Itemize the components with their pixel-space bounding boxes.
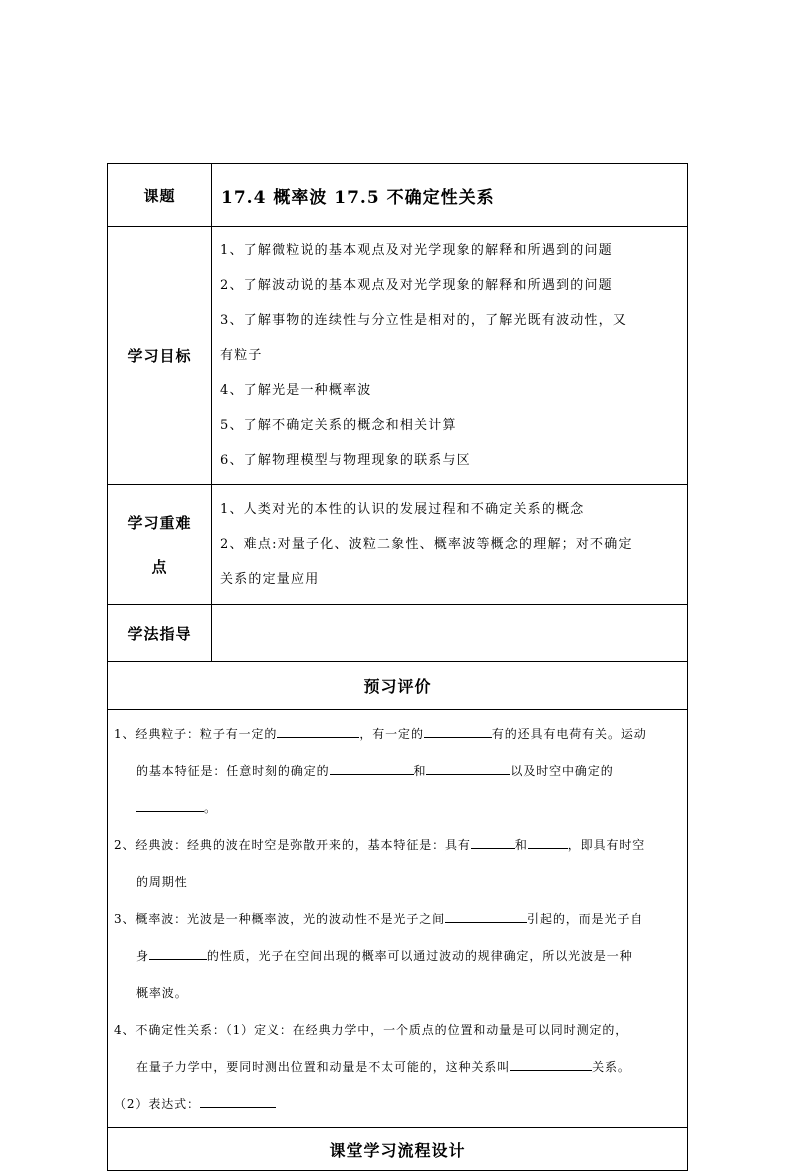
- lesson-plan: [107, 163, 688, 1171]
- method-label: 学法指导: [108, 605, 212, 662]
- objective-item: 有粒子: [220, 348, 263, 363]
- answer-blank[interactable]: [445, 909, 527, 923]
- answer-blank[interactable]: [277, 724, 359, 738]
- objective-item: 3、了解事物的连续性与分立性是相对的，了解光既有波动性，又: [220, 313, 628, 328]
- answer-blank[interactable]: [200, 1094, 276, 1108]
- question-text: 引起的，而是光子自: [527, 912, 644, 926]
- answer-blank[interactable]: [528, 835, 568, 849]
- key-point-item: 2、难点:对量子化、波粒二象性、概率波等概念的理解；对不确定: [220, 537, 633, 552]
- flow-title: 课堂学习流程设计: [108, 1128, 688, 1171]
- answer-blank[interactable]: [510, 1057, 592, 1071]
- answer-blank[interactable]: [330, 761, 414, 775]
- preview-title: 预习评价: [108, 662, 688, 710]
- question-2-line-2: 的周期性: [136, 875, 188, 889]
- key-points-list: [212, 485, 688, 605]
- question-text: 有的还具有电荷有关。运动: [491, 727, 647, 741]
- flow-title-row: [108, 1128, 688, 1171]
- question-text: 。: [204, 801, 217, 815]
- question-text: 1、经典粒子：粒子有一定的: [114, 727, 278, 741]
- method-value: [212, 605, 688, 662]
- question-3-line-2: [114, 938, 681, 975]
- question-3-line-3: 概率波。: [136, 986, 188, 1000]
- question-4-line-2: [114, 1049, 681, 1086]
- question-2-line-1: [114, 827, 681, 864]
- objective-item: 6、了解物理模型与物理现象的联系与区: [220, 453, 471, 468]
- question-text: 和: [514, 838, 528, 852]
- objectives-label: 学习目标: [108, 227, 212, 485]
- question-text: 3、概率波：光波是一种概率波，光的波动性不是光子之间: [114, 912, 446, 926]
- objectives-row: [108, 227, 688, 485]
- topic-row: [108, 164, 688, 227]
- method-row: [108, 605, 688, 662]
- question-text: 和: [413, 764, 427, 778]
- objectives-list: [212, 227, 688, 485]
- key-points-row: [108, 485, 688, 605]
- answer-blank[interactable]: [149, 946, 207, 960]
- key-points-label-line2: 点: [151, 557, 168, 576]
- question-1-line-2: [114, 753, 681, 790]
- preview-row: [108, 710, 688, 1128]
- question-3-line-1: [114, 901, 681, 938]
- question-1-line-1: [114, 716, 681, 753]
- objective-item: 5、了解不确定关系的概念和相关计算: [220, 418, 457, 433]
- question-4-line-1: 4、不确定性关系：（1）定义：在经典力学中，一个质点的位置和动量是可以同时测定的，: [114, 1023, 629, 1037]
- topic-label: 课题: [108, 164, 212, 227]
- question-text: 身: [136, 949, 149, 963]
- answer-blank[interactable]: [426, 761, 510, 775]
- question-text: 在量子力学中，要同时测出位置和动量是不太可能的，这种关系叫: [136, 1060, 511, 1074]
- answer-blank[interactable]: [471, 835, 515, 849]
- objective-item: 4、了解光是一种概率波: [220, 383, 372, 398]
- question-text: （2）表达式：: [114, 1097, 200, 1111]
- question-text: ，有一定的: [359, 727, 424, 741]
- answer-blank[interactable]: [424, 724, 492, 738]
- key-points-label-line1: 学习重难: [127, 513, 192, 532]
- question-text: ，即具有时空: [567, 838, 646, 852]
- question-1-line-3: [114, 790, 681, 827]
- answer-blank[interactable]: [136, 798, 204, 812]
- preview-title-row: [108, 662, 688, 710]
- key-point-item: 1、人类对光的本性的认识的发展过程和不确定关系的概念: [220, 502, 585, 517]
- question-4-line-3: [114, 1086, 681, 1123]
- objective-item: 2、了解波动说的基本观点及对光学现象的解释和所遇到的问题: [220, 278, 613, 293]
- objective-item: 1、了解微粒说的基本观点及对光学现象的解释和所遇到的问题: [220, 243, 613, 258]
- question-text: 的性质，光子在空间出现的概率可以通过波动的规律确定，所以光波是一种: [206, 949, 633, 963]
- question-text: 以及时空中确定的: [510, 764, 614, 778]
- lesson-table: [107, 163, 688, 1171]
- question-text: 2、经典波：经典的波在时空是弥散开来的，基本特征是：具有: [114, 838, 471, 852]
- key-points-label: [108, 485, 212, 605]
- question-text: 关系。: [592, 1060, 631, 1074]
- question-text: 的基本特征是：任意时刻的确定的: [136, 764, 330, 778]
- key-point-item: 关系的定量应用: [220, 572, 320, 587]
- topic-value: 17.4 概率波 17.5 不确定性关系: [212, 164, 688, 227]
- preview-content: [108, 710, 688, 1128]
